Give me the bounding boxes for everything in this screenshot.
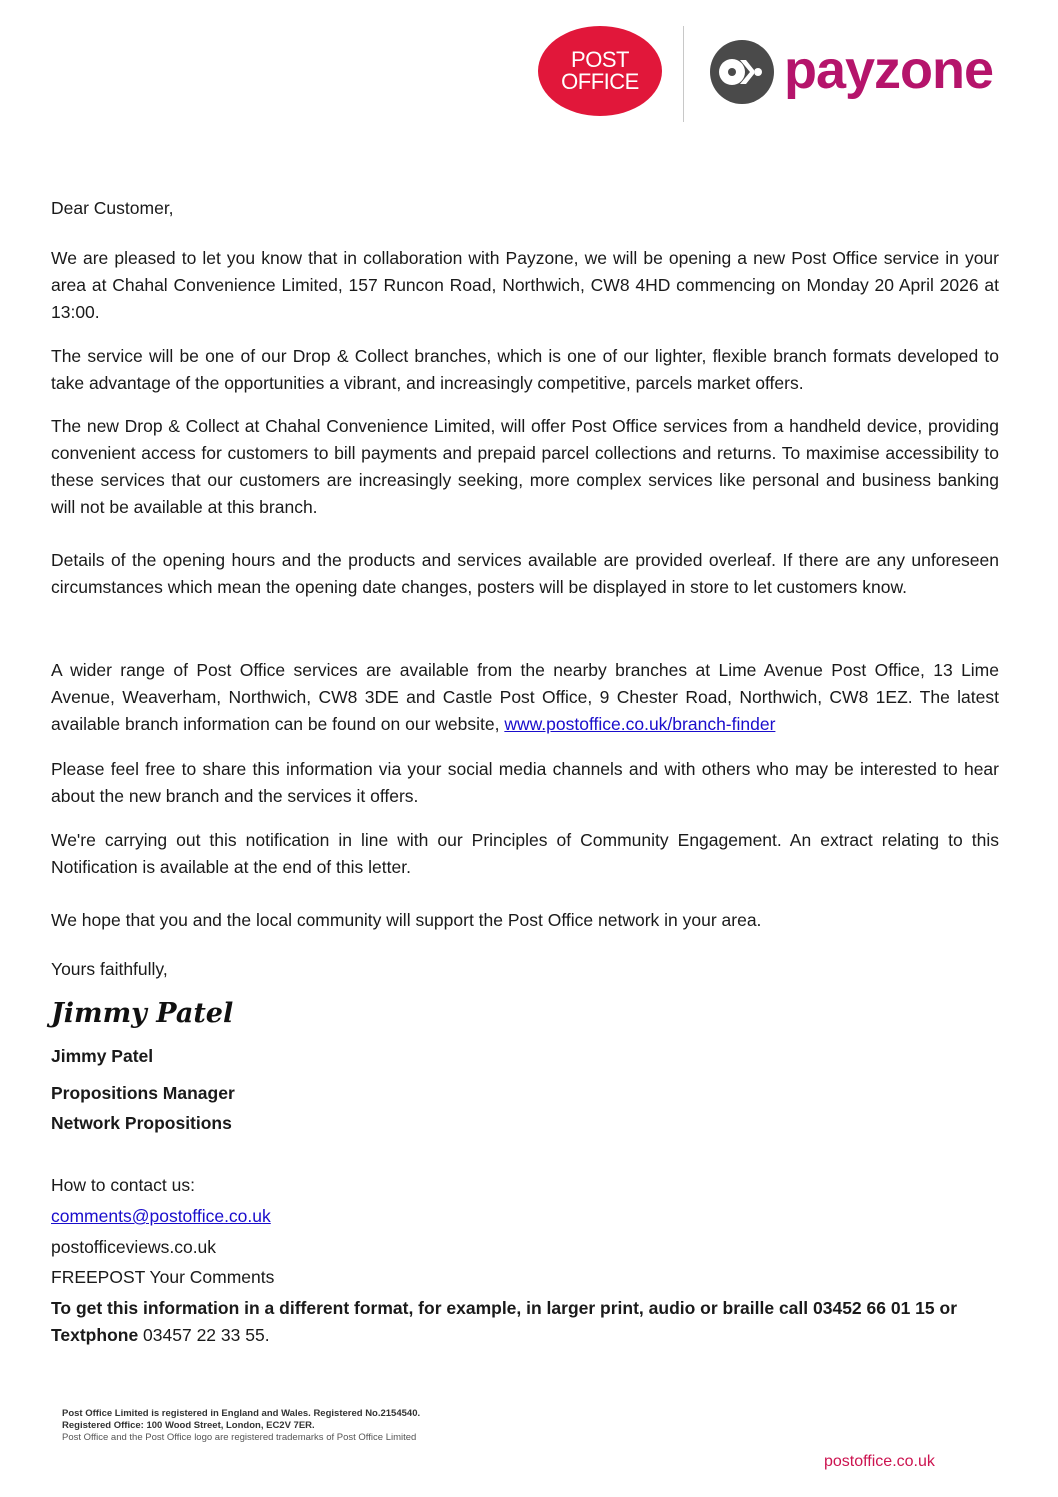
salutation: Dear Customer, bbox=[51, 198, 174, 218]
paragraph-share: Please feel free to share this information via your social media channels and with others who may be interested to hear about the new branch and the services it offers. bbox=[51, 759, 999, 806]
footer-website: postoffice.co.uk bbox=[824, 1453, 935, 1470]
branch-finder-link[interactable]: www.postoffice.co.uk/branch-finder bbox=[504, 714, 776, 734]
paragraph-intro: We are pleased to let you know that in collaboration with Payzone, we will be opening a new Post Office service in your area at Chahal Convenience Limited, 157 Runcon Road, Northwich, CW8 4HD commencing on Monday 20 April 2026 at 13:00. bbox=[51, 248, 999, 322]
contact-email-link[interactable]: comments@postoffice.co.uk bbox=[51, 1206, 271, 1226]
signer-name: Jimmy Patel bbox=[51, 1046, 154, 1066]
accessibility-note bbox=[51, 1295, 981, 1349]
accessibility-textphone: 03457 22 33 55. bbox=[138, 1325, 270, 1345]
post-office-logo bbox=[538, 26, 662, 116]
contact-website: postofficeviews.co.uk bbox=[51, 1237, 217, 1257]
payzone-icon bbox=[710, 40, 774, 104]
paragraph-nearby-branches bbox=[51, 657, 999, 738]
footer-line-1: Post Office Limited is registered in England and Wales. Registered No.2154540. bbox=[62, 1408, 421, 1419]
logo-divider bbox=[683, 26, 684, 122]
footer-line-2: Registered Office: 100 Wood Street, London, EC2V 7ER. bbox=[62, 1420, 315, 1431]
paragraph-drop-collect: The service will be one of our Drop & Collect branches, which is one of our lighter, flexible branch formats developed to take advantage of the opportunities a vibrant, and increasingly competitive, parcels market offers. bbox=[51, 346, 999, 393]
paragraph-support: We hope that you and the local community will support the Post Office network in your area. bbox=[51, 910, 762, 930]
payzone-wordmark: payzone bbox=[784, 40, 994, 100]
accessibility-bold: To get this information in a different format, for example, in larger print, audio or braille call 03452 66 01 15 or Textphone bbox=[51, 1298, 958, 1345]
signature: Jimmy Patel bbox=[51, 998, 234, 1029]
contact-heading: How to contact us: bbox=[51, 1175, 195, 1195]
contact-freepost: FREEPOST Your Comments bbox=[51, 1267, 275, 1287]
paragraph-notification: We're carrying out this notification in line with our Principles of Community Engagement. An extract relating to this Notification is available at the end of this letter. bbox=[51, 830, 999, 877]
closing: Yours faithfully, bbox=[51, 959, 168, 979]
footer-legal bbox=[62, 1408, 420, 1444]
post-office-logo-line2: OFFICE bbox=[561, 69, 639, 94]
post-office-logo-line1: POST bbox=[571, 47, 629, 72]
nearby-branches-text: A wider range of Post Office services are available from the nearby branches at Lime Avenue Post Office, 13 Lime Avenue, Weaverham, Northwich, CW8 3DE and Castle Post Office, 9 Chester Road, Northwich, CW8 1EZ. The latest available branch information can be found on our website, bbox=[51, 660, 999, 734]
paragraph-services: The new Drop & Collect at Chahal Convenience Limited, will offer Post Office services from a handheld device, providing convenient access for customers to bill payments and prepaid parcel collections and returns. To maximise accessibility to these services that our customers are increasingly seeking, more complex services like personal and business banking will not be available at this branch. bbox=[51, 416, 999, 517]
signer-department: Network Propositions bbox=[51, 1113, 232, 1133]
paragraph-opening-details: Details of the opening hours and the products and services available are provided overleaf. If there are any unforeseen circumstances which mean the opening date changes, posters will be displayed in store to let customers know. bbox=[51, 550, 999, 597]
header-logos bbox=[538, 26, 1008, 126]
signer-title: Propositions Manager bbox=[51, 1083, 235, 1103]
footer-line-3: Post Office and the Post Office logo are registered trademarks of Post Office Limited bbox=[62, 1432, 417, 1443]
